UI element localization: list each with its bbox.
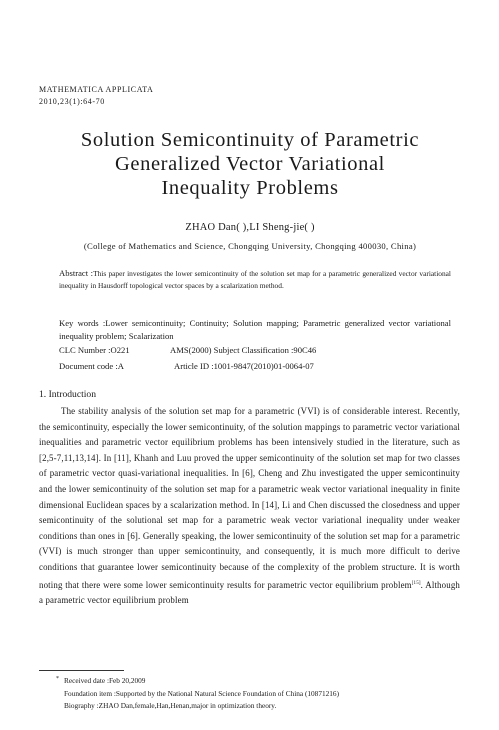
intro-text-1: The stability analysis of the solution set map for a parametric (VVI) is of considerable interest. Recently, the semicontinuity, especially the lower semicontinuity, of the solution mappings to parametric vector variational inequalities and parametric vector equilibrium problems has been intensively studied in the literature, such as [2,5-7,11,13,14]. In [11], Khanh and Luu proved the upper semicontinuity of the solution set map for two classes of parametric vector quasi-variational inequalities. In [6], Cheng and Zhu investigated the upper semicontinuity and the lower semicontinuity of the solution set map for a parametric weak vector variational inequality in finite dimensional Euclidean spaces by a scalarization method. In [14], Li and Chen discussed the closedness and upper semicontinuity of the solutional set map for a parametric weak vector variational inequality under weaker conditions than ones in [6]. Generally speaking, the lower semicontinuity of the solution set map for a parametric (VVI) is much stronger than upper semicontinuity, and consequently, it is much more difficult to derive conditions that guarantee lower semicontinuity because of the complexity of the problem structure. It is worth noting that there were some lower semicontinuity results for parametric vector equilibrium problem (39, 406, 460, 590)
affiliation: (College of Mathematics and Science, Chongqing University, Chongqing 400030, China) (83, 241, 417, 251)
footnote-rule (39, 670, 124, 671)
keywords-text: Lower semicontinuity; Continuity; Solution mapping; Parametric generalized vector variational inequality problem; Scalarization (59, 318, 451, 341)
author-list: ZHAO Dan( ),LI Sheng-jie( ) (185, 222, 315, 233)
title-line-1: Solution Semicontinuity of Parametric (80, 129, 420, 151)
clc-number: CLC Number :O221 (59, 345, 130, 355)
introduction-paragraph (39, 404, 460, 609)
classification-row-2 (59, 361, 479, 375)
received-date: Received date :Feb 20,2009 (64, 676, 146, 685)
document-code: Document code :A (59, 361, 124, 371)
title-line-3: Inequality Problems (161, 177, 339, 199)
keywords-label: Key words : (59, 318, 106, 328)
keywords (59, 317, 451, 343)
abstract-text: This paper investigates the lower semicontinuity of the solution set map for a parametric generalized vector variational inequality in Hausdorff topological vector spaces by a scalarization method. (59, 269, 451, 290)
abstract (59, 268, 451, 291)
ams-classification: AMS(2000) Subject Classification :90C46 (170, 345, 317, 355)
footnote-marker: * (56, 676, 59, 682)
abstract-label: Abstract : (59, 268, 94, 278)
article-id: Article ID :1001-9847(2010)01-0064-07 (174, 361, 314, 371)
citation-marker: [15] (411, 580, 421, 586)
biography: Biography :ZHAO Dan,female,Han,Henan,major in optimization theory. (64, 701, 277, 710)
journal-name: MATHEMATICA APPLICATA (39, 85, 154, 94)
title-line-2: Generalized Vector Variational (115, 153, 385, 175)
journal-header (39, 84, 153, 108)
journal-volume: 2010,23(1):64-70 (39, 97, 105, 106)
paper-title (30, 128, 470, 200)
footnote (56, 675, 340, 713)
intro-text-2: . Although a parametric vector equilibrium problem (39, 579, 460, 606)
foundation-item: Foundation item :Supported by the National Natural Science Foundation of China (10871216) (64, 688, 340, 698)
classification-row-1 (59, 345, 479, 359)
section-heading: 1. Introduction (39, 389, 97, 400)
